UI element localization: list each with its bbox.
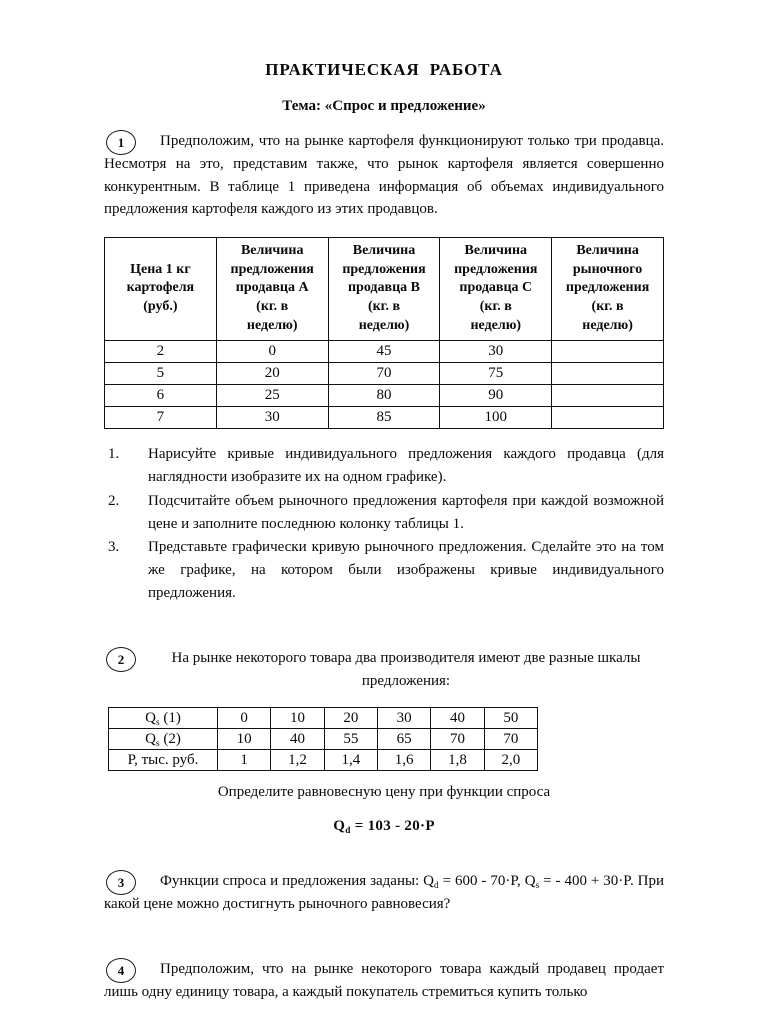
supply-table-col-seller-a — [216, 238, 328, 341]
supply-table-col-price — [105, 238, 217, 341]
table-cell: 70 — [328, 363, 440, 385]
header-line: (кг. в — [367, 299, 401, 315]
table-row — [105, 407, 664, 429]
question-2-block — [104, 647, 664, 693]
table-row — [109, 750, 538, 771]
list-item-marker: 2. — [108, 492, 120, 509]
supply-table-body — [105, 341, 664, 429]
table-cell: 75 — [440, 363, 552, 385]
list-item-marker: 3. — [108, 539, 120, 556]
demand-symbol: Q — [423, 873, 434, 890]
header-line: продавца А — [235, 280, 309, 296]
scale-row-label-qs2 — [109, 729, 218, 750]
supply-table-header-row — [105, 238, 664, 341]
table-cell: 1,6 — [377, 750, 430, 771]
header-line: (руб.) — [143, 299, 178, 315]
scale-table — [108, 707, 538, 771]
question-3-text — [104, 870, 664, 916]
table-cell: 85 — [328, 407, 440, 429]
equilibrium-prompt: Определите равновесную цену при функции спроса — [217, 784, 551, 801]
header-line: предложения — [342, 261, 426, 277]
scale-row-label-qs1 — [109, 708, 218, 729]
spacer — [104, 835, 664, 855]
question-2-badge: 2 — [106, 647, 136, 672]
spacer — [104, 931, 664, 943]
table-cell: 50 — [484, 708, 537, 729]
table-cell: 7 — [105, 407, 217, 429]
page-title: ПРАКТИЧЕСКАЯ РАБОТА — [265, 60, 503, 79]
header-line: предложения — [230, 261, 314, 277]
supply-table-col-seller-c — [440, 238, 552, 341]
table-cell: 65 — [377, 729, 430, 750]
question-1-text: Предположим, что на рынке картофеля функционируют только три продавца. Несмотря на это, представим также, что рынок картофеля является совершенно конкурентным. В таблице 1 приведена информация об объемах индивидуального предложения картофеля каждого из этих продавцов. — [104, 133, 664, 218]
label-subscript: s — [155, 738, 160, 749]
header-line: неделю) — [358, 317, 410, 333]
table-cell: 1,2 — [271, 750, 324, 771]
supply-table-col-seller-b — [328, 238, 440, 341]
label-subscript: s — [155, 717, 160, 728]
table-cell: 10 — [218, 729, 271, 750]
question-4-text: Предположим, что на рынке некоторого товара каждый продавец продает лишь одну единицу товара, а каждый покупатель стремиться купить только — [104, 960, 664, 1000]
question-2-text: На рынке некоторого товара два производителя имеют две разные шкалы предложения: — [171, 649, 641, 689]
list-item-marker: 1. — [108, 446, 120, 463]
label-symbol: Q — [145, 709, 156, 726]
header-line: (кг. в — [479, 299, 512, 315]
table-row — [105, 385, 664, 407]
table-cell-answer-blank[interactable] — [552, 385, 664, 407]
header-line: Величина — [240, 243, 304, 259]
scale-table-body — [109, 708, 538, 771]
question-3-lead: Функции спроса и предложения заданы: — [160, 873, 424, 890]
table-cell: 55 — [324, 729, 377, 750]
question-1-block — [104, 130, 664, 221]
header-line: Величина — [576, 243, 639, 259]
table-cell: 2,0 — [484, 750, 537, 771]
table-cell-answer-blank[interactable] — [552, 407, 664, 429]
formula-subscript: d — [345, 825, 351, 836]
supply-subscript: s — [535, 880, 540, 891]
label-rest: (2) — [159, 730, 181, 747]
list-item — [104, 536, 664, 604]
demand-subscript: d — [434, 880, 439, 891]
table-row — [105, 363, 664, 385]
supply-table-head — [105, 238, 664, 341]
list-item-text: Представьте графически кривую рыночного предложения. Сделайте это на том же графике, на котором были изображены кривые индивидуального предложения. — [148, 539, 664, 602]
header-line: неделю) — [246, 317, 298, 333]
table-cell: 70 — [431, 729, 484, 750]
formula-rest: = 103 - 20·P — [350, 818, 435, 835]
table-cell: 30 — [440, 341, 552, 363]
table-cell: 1,8 — [431, 750, 484, 771]
label-rest: (1) — [159, 709, 181, 726]
table-cell: 30 — [377, 708, 430, 729]
table-cell: 5 — [105, 363, 217, 385]
list-item-text: Нарисуйте кривые индивидуального предложения каждого продавца (для наглядности изобразите их на одном графике). — [148, 446, 664, 486]
label-symbol: Q — [145, 730, 156, 747]
question-3-block — [104, 870, 664, 916]
header-line: картофеля — [126, 280, 195, 296]
table-cell-answer-blank[interactable] — [552, 341, 664, 363]
header-line: (кг. в — [256, 299, 289, 315]
table-cell: 80 — [328, 385, 440, 407]
table-cell: 1 — [218, 750, 271, 771]
list-item — [104, 443, 664, 489]
table-cell: 6 — [105, 385, 217, 407]
page-subtitle: Тема: «Спрос и предложение» — [282, 98, 486, 114]
header-line: продавца С — [459, 280, 533, 296]
header-line: неделю) — [582, 317, 633, 333]
question-4-badge: 4 — [106, 958, 136, 983]
question-3-badge: 3 — [106, 870, 136, 895]
table-cell: 90 — [440, 385, 552, 407]
header-line: Величина — [352, 243, 416, 259]
table-cell: 20 — [324, 708, 377, 729]
supply-table-col-market — [552, 238, 664, 341]
table-cell: 1,4 — [324, 750, 377, 771]
table-cell: 25 — [216, 385, 328, 407]
demand-formula-q2 — [104, 818, 664, 835]
table-cell: 100 — [440, 407, 552, 429]
table-cell: 45 — [328, 341, 440, 363]
formula-symbol: Q — [333, 818, 346, 835]
header-line: предложения — [454, 261, 538, 277]
header-line: предложения — [565, 280, 650, 296]
table-cell: 30 — [216, 407, 328, 429]
supply-rest: = - 400 + 30·P. При какой цене можно достигнуть рыночного равновесия? — [104, 873, 664, 912]
question-4-block — [104, 958, 664, 1004]
list-item — [104, 490, 664, 536]
list-item-text: Подсчитайте объем рыночного предложения картофеля при каждой возможной цене и заполните последнюю колонку таблицы 1. — [148, 492, 664, 532]
table-cell: 70 — [484, 729, 537, 750]
demand-rest: = 600 - 70·P, — [438, 873, 525, 890]
header-line: рыночного — [572, 261, 643, 277]
table-cell: 2 — [105, 341, 217, 363]
table-cell: 10 — [271, 708, 324, 729]
header-line: продавца В — [347, 280, 420, 296]
header-line: неделю) — [470, 317, 522, 333]
table-cell-answer-blank[interactable] — [552, 363, 664, 385]
table-cell: 20 — [216, 363, 328, 385]
table-row — [105, 341, 664, 363]
table-row — [109, 708, 538, 729]
table-cell: 0 — [216, 341, 328, 363]
header-line: (кг. в — [591, 299, 624, 315]
header-line: Величина — [464, 243, 528, 259]
header-line: Цена 1 кг — [130, 261, 191, 277]
table-cell: 40 — [271, 729, 324, 750]
document-content — [104, 60, 664, 1018]
scale-row-label-price: Р, тыс. руб. — [109, 750, 218, 771]
table-cell: 0 — [218, 708, 271, 729]
table-row — [109, 729, 538, 750]
supply-table — [104, 237, 664, 429]
table-cell: 40 — [431, 708, 484, 729]
task-list — [104, 443, 664, 605]
supply-symbol: Q — [524, 873, 536, 890]
spacer — [104, 606, 664, 632]
question-1-badge: 1 — [106, 130, 136, 155]
